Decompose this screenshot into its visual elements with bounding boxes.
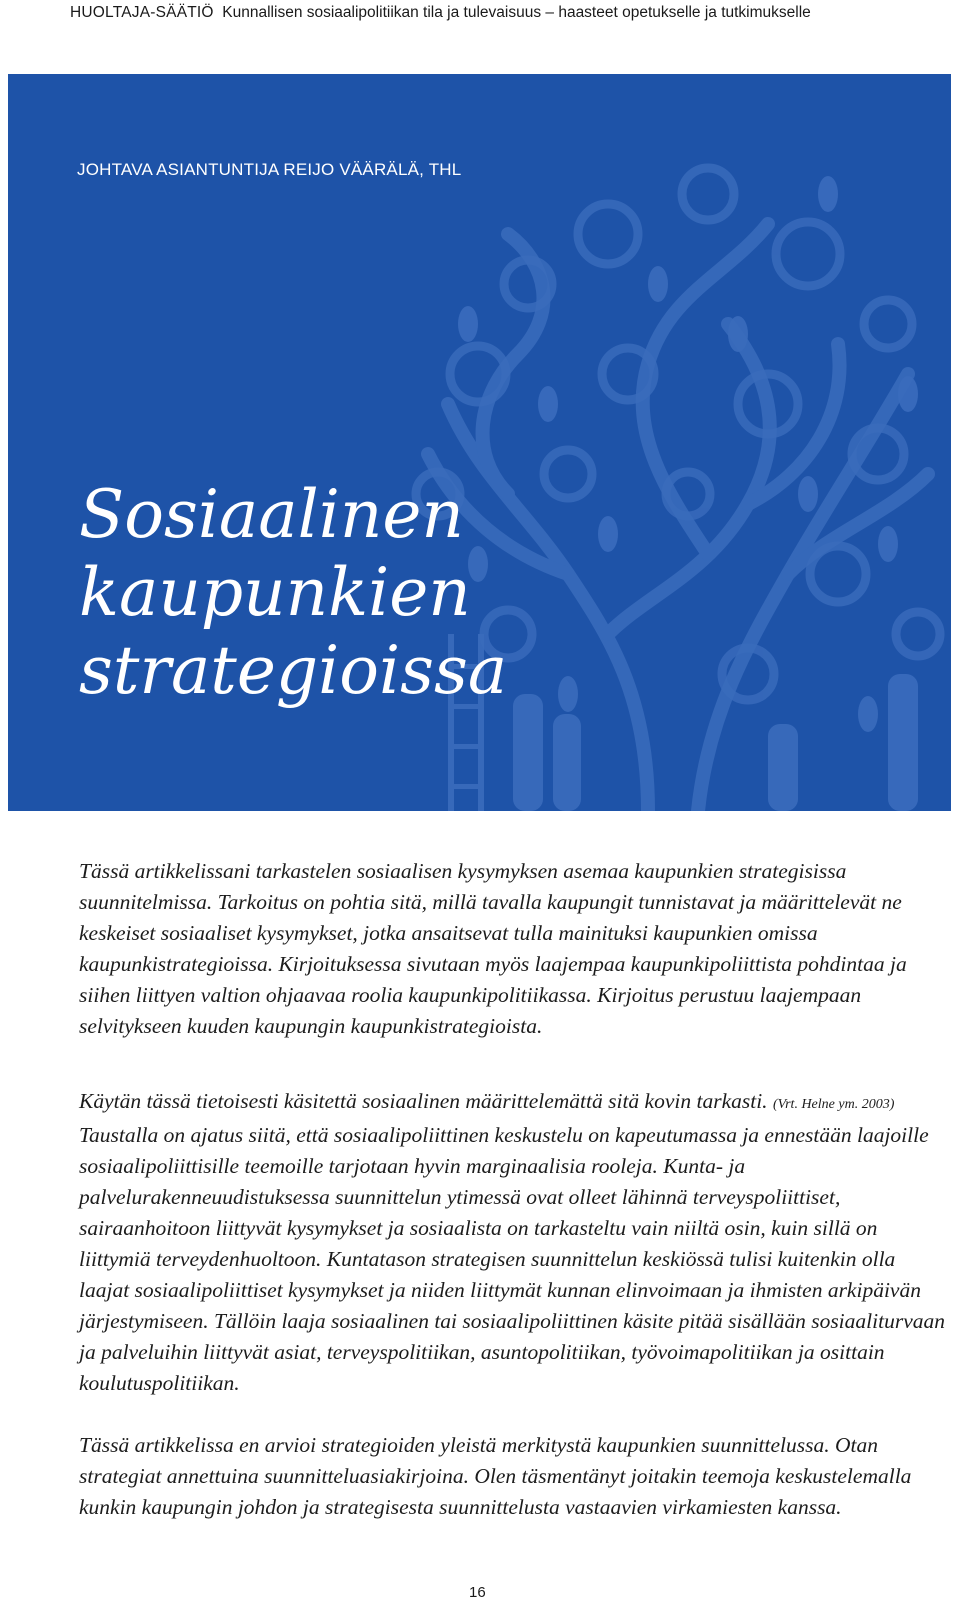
running-header — [70, 4, 811, 22]
title-line: Sosiaalinen — [79, 476, 464, 553]
body-paragraph — [79, 1430, 949, 1523]
title-banner — [8, 74, 951, 811]
article-title — [79, 476, 507, 710]
paragraph-text: Tässä artikkelissa en arvioi strategioiden yleistä merkitystä kaupunkien suunnittelussa. Otan strategiat annettuina suunnitteluasiakirjoina. Olen täsmentänyt joitakin teemoja keskustelemalla kunkin kaupungin johdon ja strategisesta suunnittelusta vastaavien virkamiesten kanssa. — [79, 1433, 912, 1519]
paragraph-text: Tässä artikkelissani tarkastelen sosiaalisen kysymyksen asemaa kaupunkien strategisissa suunnitelmissa. Tarkoitus on pohtia sitä, millä tavalla kaupungit tunnistavat ja määrittelevät ne keskeiset sosiaaliset kysymykset, jotka ansaitsevat tulla mainituksi kaupunkien omissa kaupunkistrategioissa. Kirjoituksessa sivutaan myös laajempaa kaupunkipoliittista pohdintaa ja siihen liittyen valtion ohjaavaa roolia kaupunkipolitiikassa. Kirjoitus perustuu laajempaan selvitykseen kuuden kaupungin kaupunkistrategioista. — [79, 859, 907, 1038]
title-line: kaupunkien — [79, 554, 471, 631]
page-number: 16 — [469, 1584, 486, 1601]
paragraph-text: Käytän tässä tietoisesti käsitettä sosiaalinen määrittelemättä sitä kovin tarkasti. — [79, 1089, 773, 1113]
title-line: strategioissa — [79, 632, 508, 709]
body-paragraph — [79, 1086, 949, 1399]
author-line: JOHTAVA ASIANTUNTIJA REIJO VÄÄRÄLÄ, THL — [77, 160, 462, 179]
citation: (Vrt. Helne ym. 2003) — [772, 1097, 895, 1112]
header-org: HUOLTAJA-SÄÄTIÖ — [70, 4, 214, 21]
intro-paragraph — [79, 856, 949, 1042]
header-publication: Kunnallisen sosiaalipolitiikan tila ja tulevaisuus – haasteet opetukselle ja tutkimukselle — [222, 4, 811, 21]
paragraph-text: Taustalla on ajatus siitä, että sosiaalipoliittinen keskustelu on kapeutumassa ja ennestään laajoille sosiaalipoliittisille teemoille tarjotaan hyvin marginaalisia rooleja. Kunta- ja palvelurakenneuudistuksessa suunnittelun ytimessä ovat olleet lähinnä terveyspoliittiset, sairaanhoitoon liittyvät kysymykset ja sosiaalista on tarkasteltu vain niiltä osin, kuin sillä on liittymiä terveydenhuoltoon. Kuntatason strategisen suunnittelun keskiössä tulisi kuitenkin olla laajat sosiaalipoliittiset kysymykset ja niiden liittymät kunnan elinvoimaan ja ihmisten arkipäivän järjestymiseen. Tällöin laaja sosiaalinen tai sosiaalipoliittinen käsite pitää sisällään sosiaaliturvaan ja palveluihin liittyvät asiat, terveyspolitiikan, asuntopolitiikan, työvoimapolitiikan ja osittain koulutuspolitiikan. — [79, 1123, 945, 1395]
